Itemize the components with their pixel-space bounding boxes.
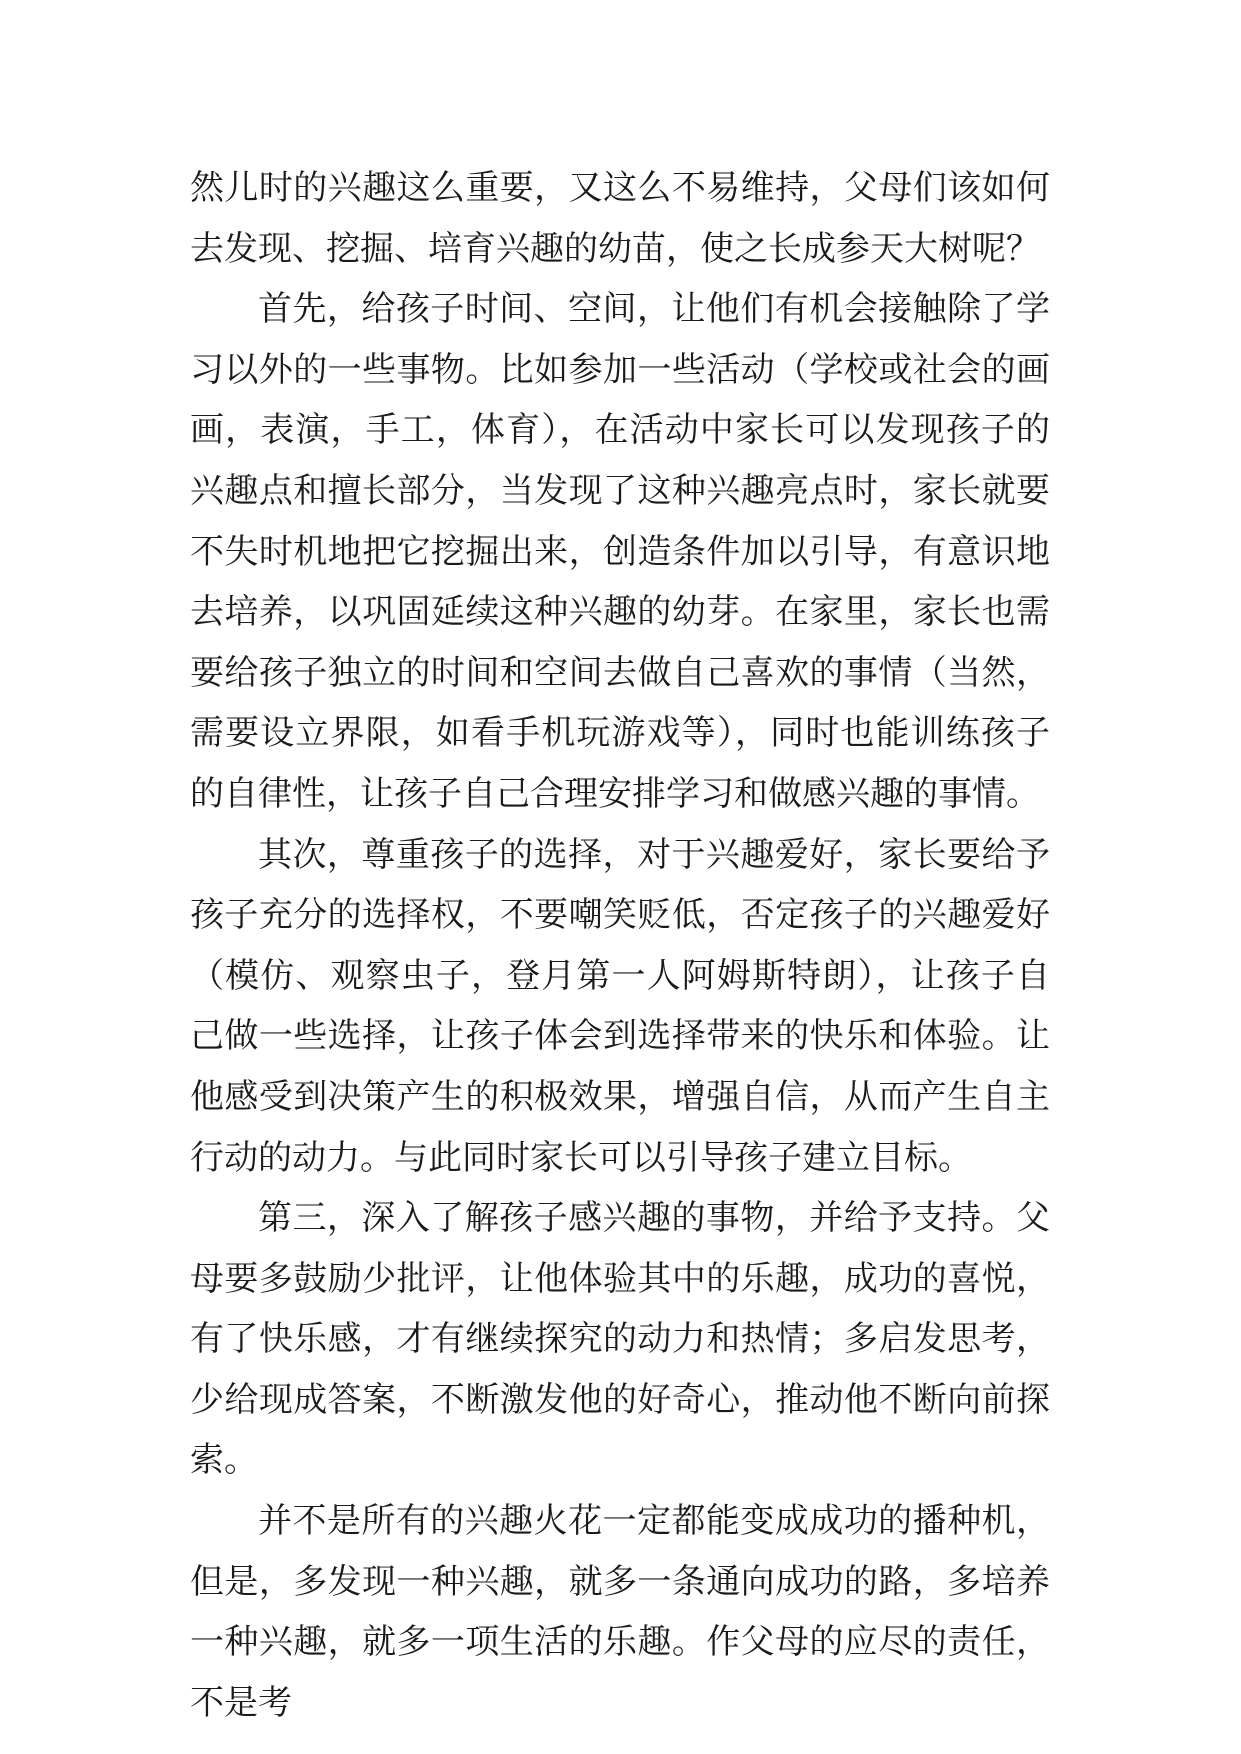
paragraph-4: 第三，深入了解孩子感兴趣的事物，并给予支持。父母要多鼓励少批评，让他体验其中的乐趣，成功的喜悦，有了快乐感，才有继续探究的动力和热情；多启发思考，少给现成答案，不断激发他的好奇心，推动他不断向前探索。 (190, 1198, 1050, 1481)
body-text (190, 158, 1050, 1733)
paragraph-2: 首先，给孩子时间、空间，让他们有机会接触除了学习以外的一些事物。比如参加一些活动（学校或社会的画画，表演，手工，体育），在活动中家长可以发现孩子的兴趣点和擅长部分，当发现了这种兴趣亮点时，家长就要不失时机地把它挖掘出来，创造条件加以引导，有意识地去培养，以巩固延续这种兴趣的幼芽。在家里，家长也需要给孩子独立的时间和空间去做自己喜欢的事情（当然，需要设立界限，如看手机玩游戏等），同时也能训练孩子的自律性，让孩子自己合理安排学习和做感兴趣的事情。 (190, 289, 1050, 814)
paragraph-3: 其次，尊重孩子的选择，对于兴趣爱好，家长要给予孩子充分的选择权，不要嘲笑贬低，否定孩子的兴趣爱好（模仿、观察虫子，登月第一人阿姆斯特朗），让孩子自己做一些选择，让孩子体会到选择带来的快乐和体验。让他感受到决策产生的积极效果，增强自信，从而产生自主行动的动力。与此同时家长可以引导孩子建立目标。 (190, 834, 1050, 1178)
paragraph-1: 然儿时的兴趣这么重要，又这么不易维持，父母们该如何去发现、挖掘、培育兴趣的幼苗，使之长成参天大树呢？ (190, 168, 1050, 269)
paragraph-5: 并不是所有的兴趣火花一定都能变成成功的播种机，但是，多发现一种兴趣，就多一条通向成功的路，多培养一种兴趣，就多一项生活的乐趣。作父母的应尽的责任，不是考 (190, 1501, 1050, 1723)
